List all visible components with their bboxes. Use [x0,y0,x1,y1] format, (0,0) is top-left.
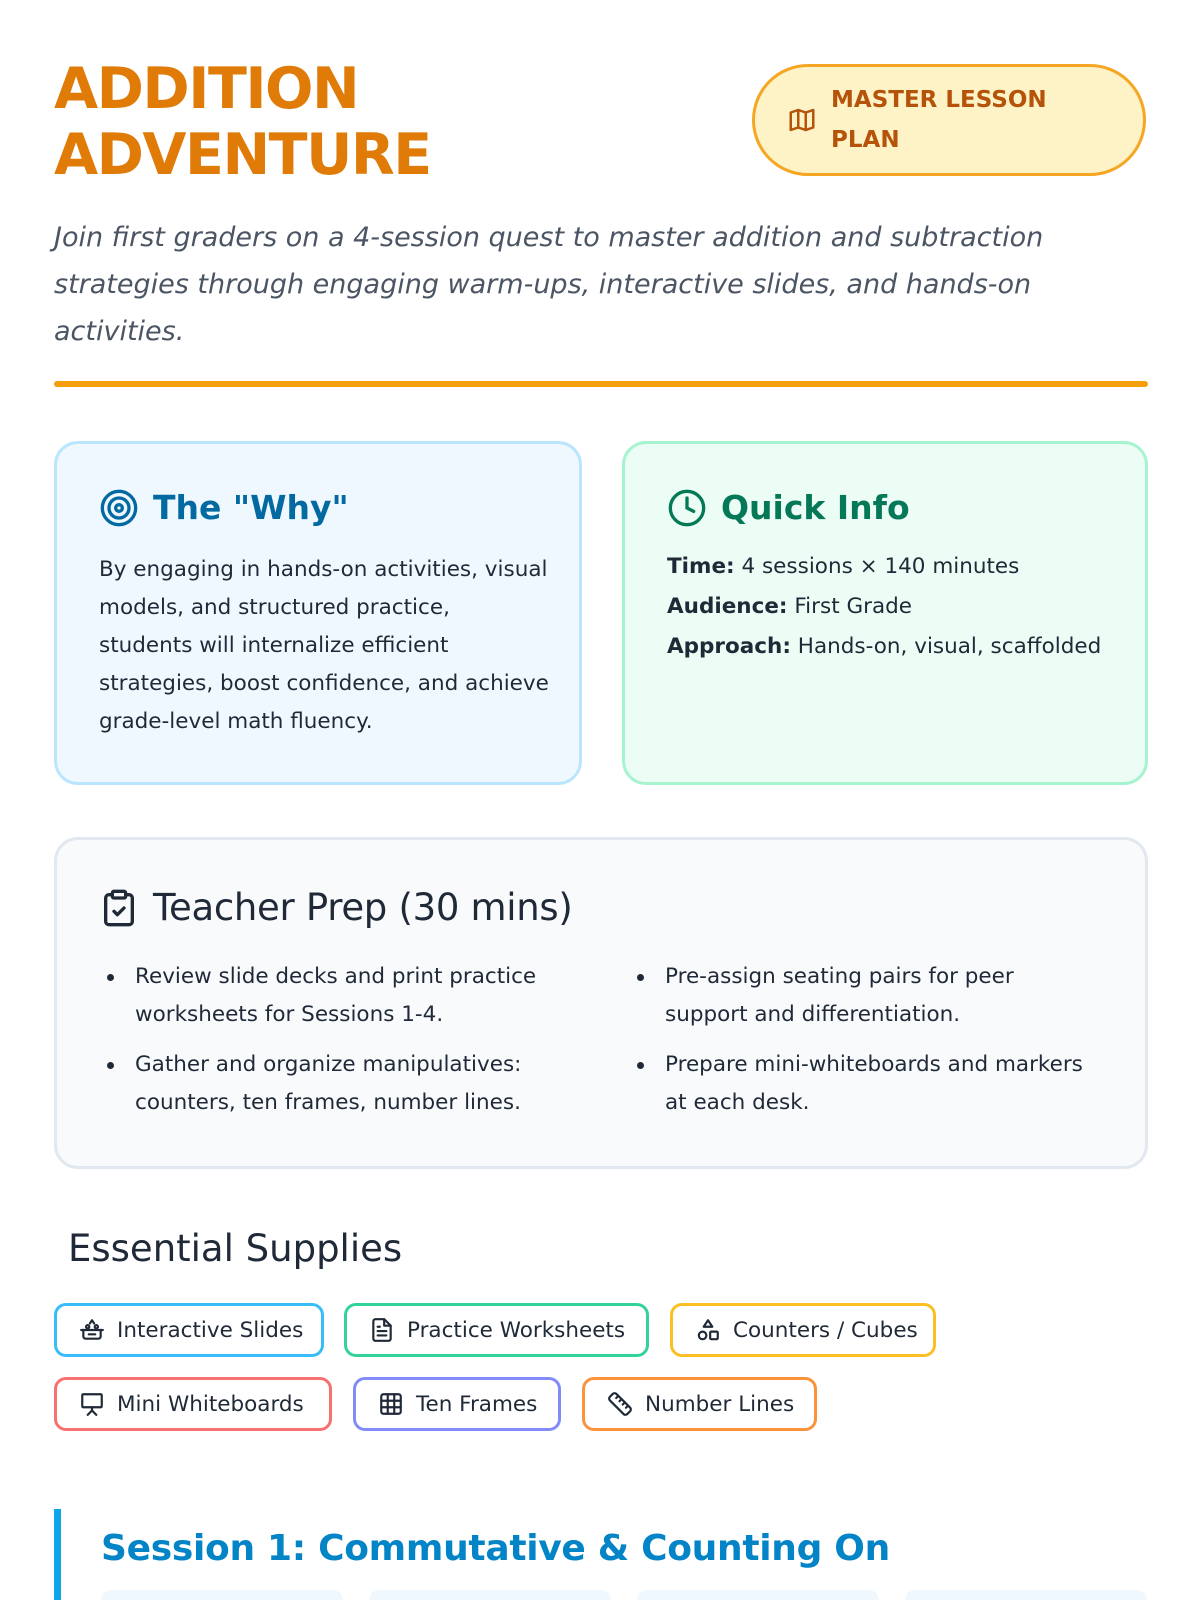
quick-info-card [622,441,1148,785]
session-1-title: Session 1: Commutative & Counting On [101,1528,890,1569]
quick-info-header [667,488,910,528]
info-item-approach [667,627,1101,667]
master-lesson-plan-badge [752,64,1146,176]
supply-chip-number-lines [582,1377,817,1431]
session-tile [369,1590,611,1600]
supply-label: Practice Worksheets [407,1317,626,1343]
file-text-icon [369,1317,395,1343]
supply-chip-practice-worksheets [344,1303,649,1357]
info-label: Approach: [667,634,791,659]
whiteboard-icon [79,1391,105,1417]
info-item-audience [667,587,1101,627]
supply-chip-mini-whiteboards [54,1377,332,1431]
supply-label: Mini Whiteboards [117,1391,304,1417]
target-icon [99,488,139,528]
ruler-icon [607,1391,633,1417]
why-card-text: By engaging in hands-on activities, visual models, and structured practice, students will internalize efficient strategies, boost confidence, and achieve grade-level math fluency. [99,557,549,734]
prep-item: Prepare mini-whiteboards and markers at each desk. [633,1046,1103,1122]
info-label: Time: [667,554,735,579]
prep-item: Review slide decks and print practice worksheets for Sessions 1-4. [103,958,573,1034]
grid-icon [378,1391,404,1417]
page-subtitle: Join first graders on a 4-session quest to master addition and subtraction strategies through engaging warm-ups, interactive slides, and hands-on activities. [54,222,1044,347]
shapes-icon [695,1317,721,1343]
supply-label: Interactive Slides [117,1317,304,1343]
supply-label: Ten Frames [416,1391,538,1417]
session-tile [101,1590,343,1600]
supply-chip-ten-frames [353,1377,561,1431]
why-card-header [99,488,349,528]
teacher-prep-card [54,837,1148,1169]
info-value: Hands-on, visual, scaffolded [797,634,1102,659]
info-item-time [667,547,1101,587]
supplies-title: Essential Supplies [68,1227,403,1270]
info-value: 4 sessions × 140 minutes [741,554,1020,579]
prep-item: Pre-assign seating pairs for peer support and differentiation. [633,958,1103,1034]
session-accent-bar [54,1509,61,1600]
teacher-prep-title: Teacher Prep (30 mins) [153,886,573,929]
why-card-title: The "Why" [153,488,349,527]
prep-item: Gather and organize manipulatives: counters, ten frames, number lines. [103,1046,573,1122]
clipboard-check-icon [99,888,139,928]
clock-icon [667,488,707,528]
supply-chip-interactive-slides [54,1303,324,1357]
teacher-prep-header [99,888,573,928]
quick-info-list [667,547,1101,667]
presentation-icon [79,1317,105,1343]
page-title [54,56,614,188]
info-label: Audience: [667,594,788,619]
title-line-1: ADDITION [54,56,359,122]
teacher-prep-list-left [103,958,573,1134]
supply-chip-counters-cubes [670,1303,936,1357]
quick-info-title: Quick Info [721,488,910,527]
info-value: First Grade [794,594,913,619]
title-line-2: ADVENTURE [54,122,431,188]
badge-label: MASTER LESSON PLAN [831,87,1047,153]
map-icon [787,105,817,135]
supply-label: Counters / Cubes [733,1317,918,1343]
teacher-prep-list-right [633,958,1103,1134]
header-divider [54,381,1148,387]
session-tile [905,1590,1147,1600]
why-card [54,441,582,785]
supply-label: Number Lines [645,1391,795,1417]
session-tile [637,1590,879,1600]
